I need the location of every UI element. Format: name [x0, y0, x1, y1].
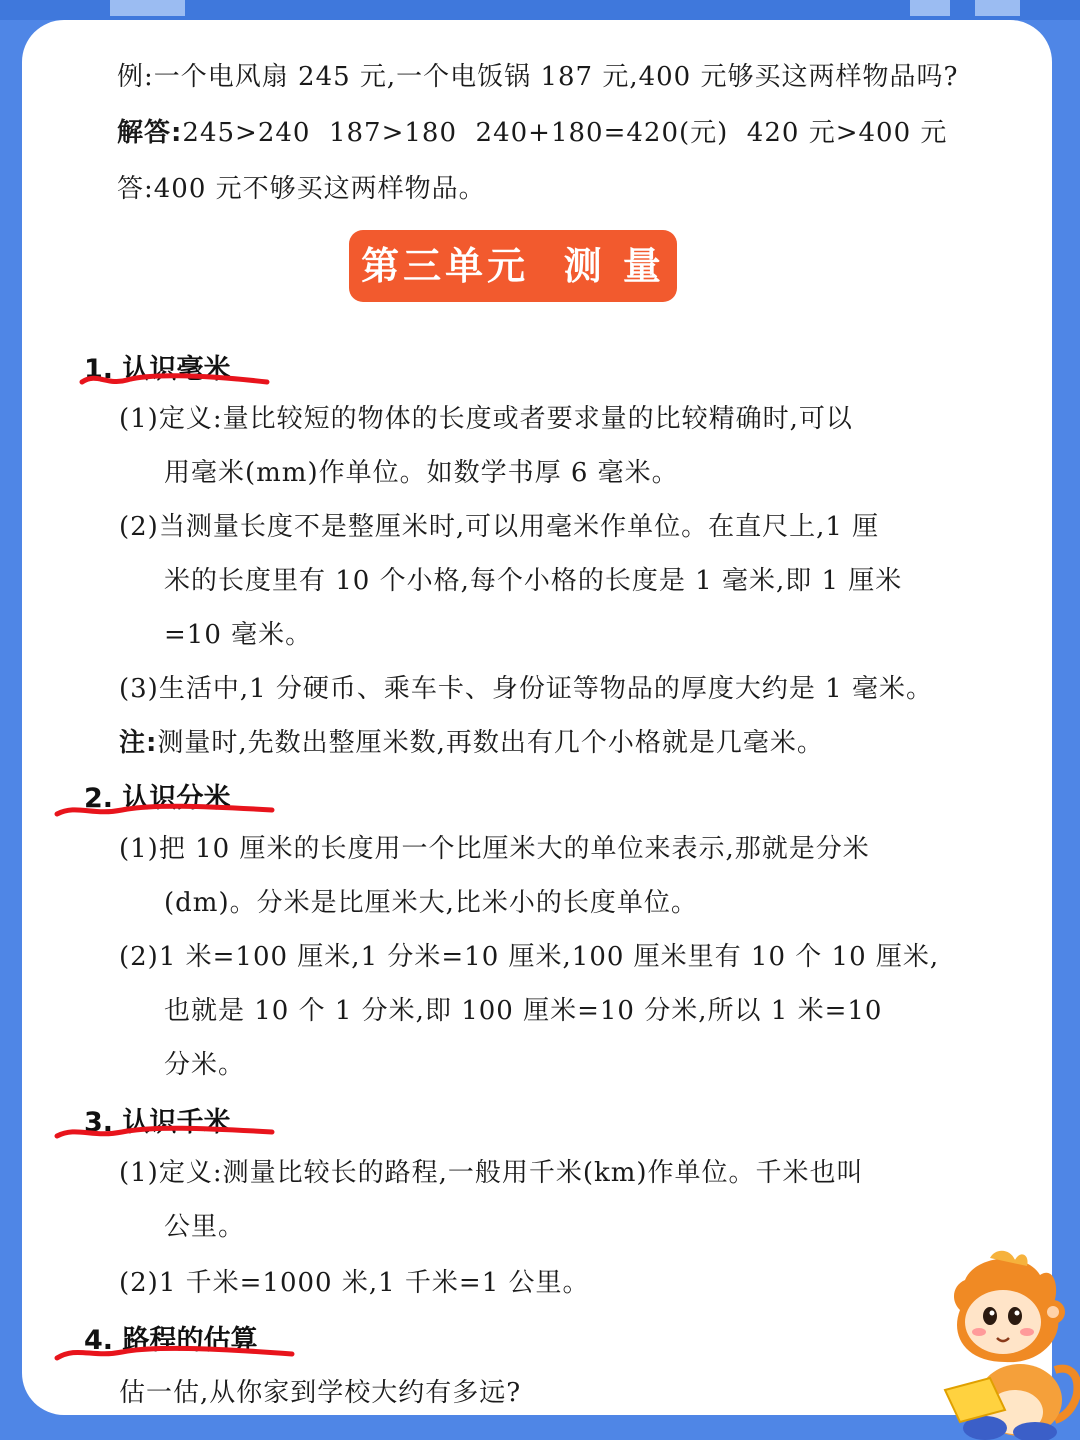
section-2-line-1: (1)把 10 厘米的长度用一个比厘米大的单位来表示,那就是分米	[119, 834, 870, 864]
section-heading-3: 3. 认识千米	[84, 1107, 231, 1138]
section-heading-2: 2. 认识分米	[84, 783, 231, 814]
section-1-line-5: =10 毫米。	[164, 620, 313, 650]
section-3-line-1: (1)定义:测量比较长的路程,一般用千米(km)作单位。千米也叫	[119, 1158, 864, 1188]
section-1-line-3: (2)当测量长度不是整厘米时,可以用毫米作单位。在直尺上,1 厘	[119, 512, 880, 542]
section-1-line-2: 用毫米(mm)作单位。如数学书厚 6 毫米。	[164, 458, 679, 488]
unit-title-banner: 第三单元 测 量	[349, 230, 677, 302]
section-2-line-5: 分米。	[164, 1050, 246, 1080]
red-underline	[52, 1340, 302, 1364]
example-solution	[117, 112, 947, 149]
example-answer: 答:400 元不够买这两样物品。	[117, 174, 486, 204]
solution-label: 解答:	[117, 118, 183, 148]
example-question: 例:一个电风扇 245 元,一个电饭锅 187 元,400 元够买这两样物品吗?	[117, 62, 959, 92]
top-strip-block	[110, 0, 185, 16]
top-strip-block	[910, 0, 950, 16]
red-underline	[52, 1120, 282, 1144]
section-1-line-1: (1)定义:量比较短的物体的长度或者要求量的比较精确时,可以	[119, 404, 853, 434]
section-2-line-3: (2)1 米=100 厘米,1 分米=10 厘米,100 厘米里有 10 个 10 厘米,	[119, 942, 940, 972]
section-4-line-1: 估一估,从你家到学校大约有多远?	[119, 1378, 522, 1408]
red-underline	[52, 798, 282, 822]
section-1-line-6: (3)生活中,1 分硬币、乘车卡、身份证等物品的厚度大约是 1 毫米。	[119, 674, 933, 704]
monkey-mascot-icon	[935, 1250, 1080, 1440]
section-1-line-4: 米的长度里有 10 个小格,每个小格的长度是 1 毫米,即 1 厘米	[164, 566, 903, 596]
section-3-line-3: (2)1 千米=1000 米,1 千米=1 公里。	[119, 1268, 590, 1298]
top-strip	[0, 0, 1080, 20]
note-label: 注:	[119, 728, 158, 758]
content-card	[22, 20, 1052, 1415]
top-strip-block	[975, 0, 1020, 16]
solution-text: 245>240 187>180 240+180=420(元) 420 元>400 元	[182, 118, 948, 148]
section-heading-4: 4. 路程的估算	[84, 1325, 258, 1356]
section-2-line-4: 也就是 10 个 1 分米,即 100 厘米=10 分米,所以 1 米=10	[164, 996, 883, 1026]
section-heading-1: 1. 认识毫米	[84, 354, 231, 385]
note-text: 测量时,先数出整厘米数,再数出有几个小格就是几毫米。	[157, 728, 824, 758]
section-2-line-2: (dm)。分米是比厘米大,比米小的长度单位。	[164, 888, 698, 918]
section-1-note	[119, 722, 824, 759]
red-underline	[77, 368, 277, 392]
section-3-line-2: 公里。	[164, 1212, 246, 1242]
